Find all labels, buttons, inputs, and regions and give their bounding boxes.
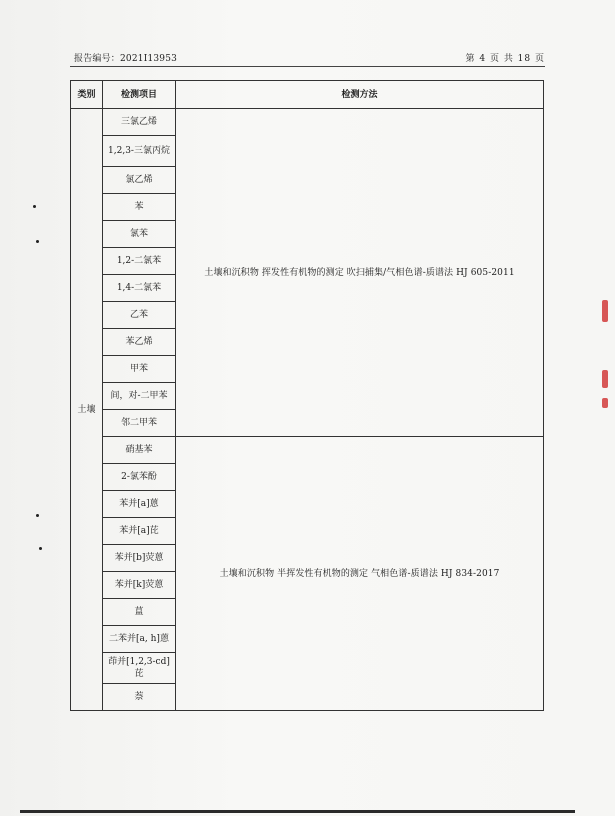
item-cell: 苯 — [103, 194, 176, 221]
page-bottom-edge — [20, 810, 575, 813]
item-cell: 苯乙烯 — [103, 329, 176, 356]
scan-speck — [39, 547, 42, 550]
item-cell: 1,2-二氯苯 — [103, 248, 176, 275]
item-cell: 二苯并[a, h]蒽 — [103, 626, 176, 653]
item-cell: 甲苯 — [103, 356, 176, 383]
item-cell: 茚并[1,2,3-cd]芘 — [103, 653, 176, 684]
table-row — [71, 109, 544, 136]
scan-speck — [33, 205, 36, 208]
table-row — [71, 437, 544, 464]
category-cell: 土壤 — [71, 109, 103, 711]
item-cell: 苯并[b]荧蒽 — [103, 545, 176, 572]
item-cell: 氯苯 — [103, 221, 176, 248]
stamp-fragment — [602, 398, 608, 408]
item-cell: 三氯乙烯 — [103, 109, 176, 136]
method-cell: 土壤和沉积物 挥发性有机物的测定 吹扫捕集/气相色谱-质谱法 HJ 605-2011 — [176, 109, 544, 437]
header-item: 检测项目 — [103, 81, 176, 109]
header-method: 检测方法 — [176, 81, 544, 109]
item-cell: 萘 — [103, 684, 176, 711]
item-cell: 苯并[a]蒽 — [103, 491, 176, 518]
method-cell: 土壤和沉积物 半挥发性有机物的测定 气相色谱-质谱法 HJ 834-2017 — [176, 437, 544, 711]
item-cell: 间，对-二甲苯 — [103, 383, 176, 410]
stamp-fragment — [602, 300, 608, 322]
item-cell: 邻二甲苯 — [103, 410, 176, 437]
scan-speck — [36, 514, 39, 517]
stamp-fragment — [602, 370, 608, 388]
test-method-table — [70, 80, 544, 711]
scan-speck — [36, 240, 39, 243]
item-cell: 蒀 — [103, 599, 176, 626]
header-divider — [70, 66, 545, 67]
report-number: 报告编号：2021I13953 — [74, 54, 178, 64]
item-cell: 乙苯 — [103, 302, 176, 329]
item-cell: 1,4-二氯苯 — [103, 275, 176, 302]
item-cell: 1,2,3-三氯丙烷 — [103, 136, 176, 167]
item-cell: 硝基苯 — [103, 437, 176, 464]
item-cell: 苯并[k]荧蒽 — [103, 572, 176, 599]
item-cell: 2-氯苯酚 — [103, 464, 176, 491]
page-indicator: 第 4 页 共 18 页 — [465, 54, 545, 64]
item-cell: 苯并[a]芘 — [103, 518, 176, 545]
header-category: 类别 — [71, 81, 103, 109]
item-cell: 氯乙烯 — [103, 167, 176, 194]
table-header-row — [71, 81, 544, 109]
